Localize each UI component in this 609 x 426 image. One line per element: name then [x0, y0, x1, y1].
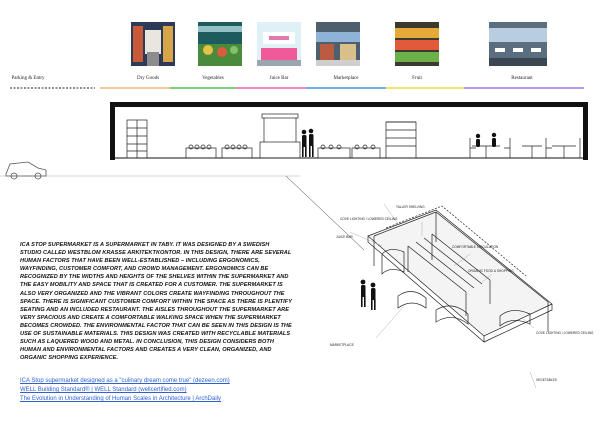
axonometric-diagram: [286, 176, 609, 390]
zone-label-parking: Parking & Entry: [11, 76, 45, 81]
callout-cove-lighting-2: COVE LIGHTING / LOWERED CEILING: [536, 331, 594, 335]
zone-color-bar: [0, 84, 609, 92]
zone-label-vegetables: Vegetables: [202, 76, 224, 81]
link-well-standard[interactable]: WELL Building Standard® | WELL Standard (wellcertified.com): [20, 387, 187, 393]
floor-slab: [368, 210, 552, 336]
people-icon: [302, 129, 314, 157]
market-bins-icon: [318, 145, 380, 158]
vegetables-bar: [170, 87, 236, 89]
fruit-shelving-icon: [386, 122, 416, 158]
shoppers-icon: [361, 280, 376, 310]
restaurant-photo: [489, 22, 547, 66]
diners-icon: [476, 133, 496, 147]
dry-goods-photo: [131, 22, 175, 66]
zone-label-dry-goods: Dry Goods: [136, 76, 160, 81]
restaurant-bar: [464, 87, 584, 89]
fruit-photo: [395, 22, 439, 66]
callout-juice-bar: JUICE BAR: [336, 235, 353, 239]
link-dezeen[interactable]: ICA Stop supermarket designed as a "culinary dream come true" (dezeen.com): [20, 378, 230, 384]
juice-bar-counter-icon: [260, 114, 300, 158]
marketplace-photo: [316, 22, 360, 66]
vegetables-photo: [198, 22, 242, 66]
shelving-icon: [127, 120, 147, 158]
juice-bar-photo: [257, 22, 301, 66]
dry-goods-bar: [100, 87, 170, 89]
produce-bins-icon: [186, 145, 252, 158]
marketplace-bar: [306, 87, 386, 89]
building-section: [0, 98, 609, 188]
callout-organic-food: ORGANIC FOOD & SHOPPING: [468, 269, 514, 273]
zone-label-restaurant: Restaurant: [511, 76, 533, 81]
zone-label-fruit: Fruit: [412, 76, 422, 81]
callout-taller-shelving: TALLER SHELVING: [396, 205, 425, 209]
callout-vegetables: VEGETABLES: [536, 378, 557, 382]
link-archdaily[interactable]: The Evolution in Understanding of Human Scales in Architecture | ArchDaily: [20, 396, 221, 402]
juice-bar-bar: [236, 87, 306, 89]
fruit-bar: [386, 87, 464, 89]
callout-cove-lighting: COVE LIGHTING / LOWERED CEILING: [340, 217, 398, 221]
zone-label-juice-bar: Juice Bar: [269, 76, 289, 81]
callout-comfortable-circulation: COMFORTABLE CIRCULATION: [452, 245, 499, 249]
restaurant-seating-icon: [470, 138, 580, 158]
description-paragraph: ICA STOP SUPERMARKET IS A SUPERMARKET IN TABY. IT WAS DESIGNED BY A SWEDISH STUDIO CALLED WESTBLOM KRASSE ARKITEKTKONTOR. IN THIS DESIGN, THERE ARE SEVERAL HUMAN FACTORS THAT HAVE BEEN WELL-ESTABLISHED – INCLUDING ERGONOMICS, WAYFINDING, CUSTOMER COMFORT, AND CROWD MANAGEMENT. ERGONOMICS CAN BE RECOGNIZED BY THE WIDTHS AND HEIGHTS OF THE SHELVES WITHIN THE SUPERMARKET AND THE EASY MOBILITY AND SPACE THAT IS CREATED FOR A CUSTOMER. THE SUPERMARKET IS ALSO VERY ORGANIZED AND THE VIBRANT COLORS CREATE WAYFINDING THROUGHOUT THE SPACE. THERE IS SIGNIFICANT CUSTOMER COMFORT WITHIN THE SPACE AS THERE IS PLENTIFY SEATING AND AN INCLUDED RESTAURANT. THE AISLES THROUGHOUT THE SUPERMARKET ARE VERY SPACIOUS AND CREATE A COMFORTABLE WALKING SPACE WHEN THE SUPERMARKET BECOMES CROWDED. THE ENVIRONMENTAL FACTOR THAT CAN BE SEEN IN THIS DESIGN IS THE USE OF SUSTAINABLE MATERIALS. THIS DESIGN WAS CREATED WITH RECYCLABLE MATERIALS SUCH AS LAQUERED WOOD AND METAL. IN CONCLUSION, THIS DESIGN CONSIDERS BOTH HUMAN AND ENVIRONMENTAL FACTORS AND CREATES A VERY CLEAN, ORGANIZED, AND ORGANIC SHOPPING EXPERIENCE.: [20, 242, 292, 362]
car-icon: [6, 162, 46, 179]
callout-marketplace: MARKETPLACE: [330, 343, 354, 347]
zone-label-marketplace: Marketplace: [333, 76, 359, 81]
